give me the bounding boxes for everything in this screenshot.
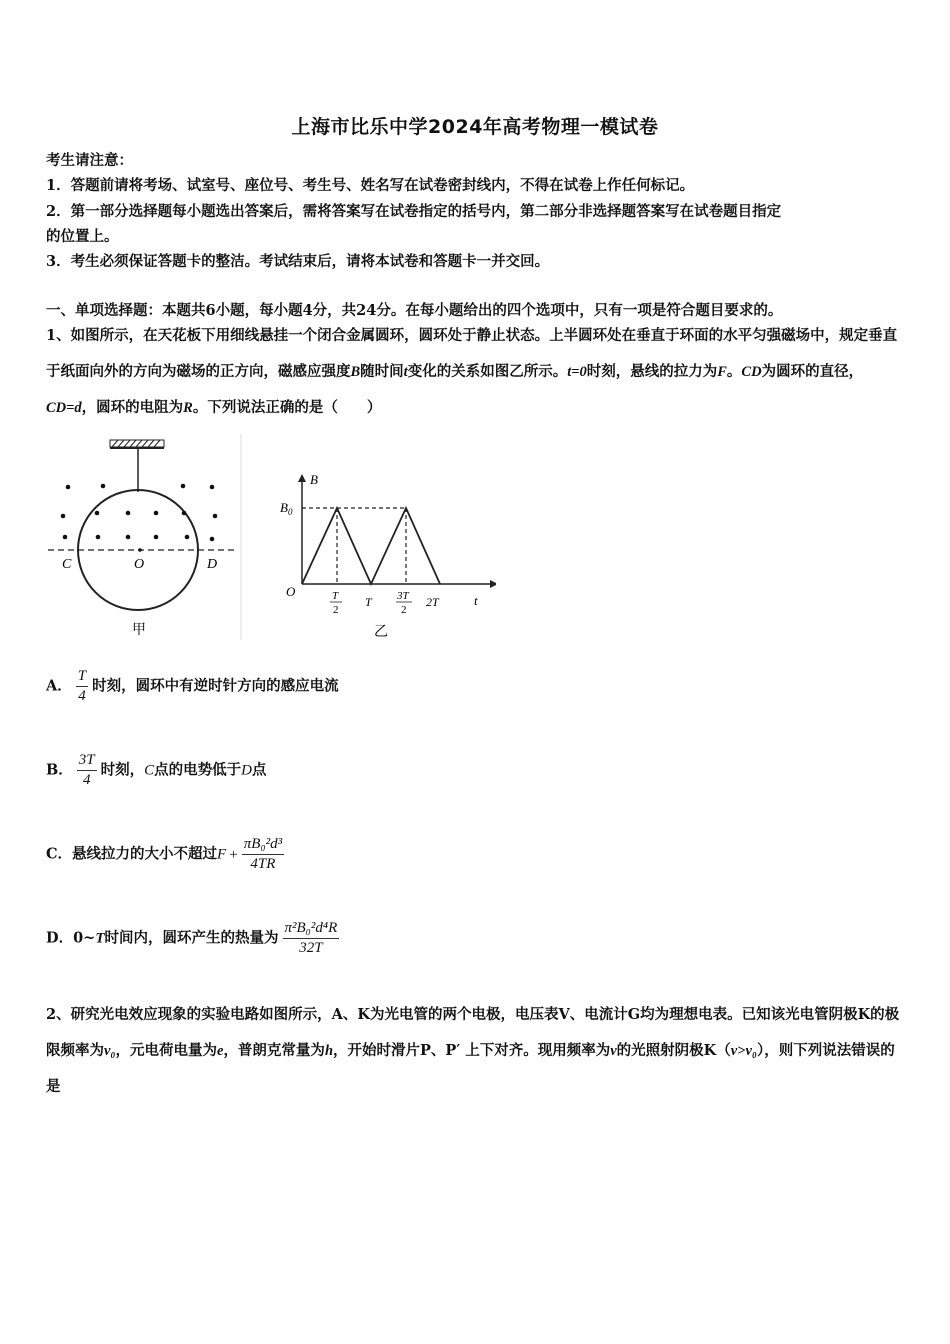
notice-item-2: 2．第一部分选择题每小题选出答案后，需将答案写在试卷指定的括号内，第二部分非选择题答案写在试卷题目指定 [46,203,782,220]
notice-heading: 考生请注意： [46,152,133,169]
label-O: O [134,557,145,572]
b-t-graph-line [302,508,440,584]
tick-2T: 2T [426,595,439,609]
tick-T: T [365,595,372,609]
y-axis-arrow-icon [298,474,306,482]
origin-label: O [286,584,296,599]
tick-3T-half-num: 3T [397,590,409,602]
figure-jia-caption: 甲 [132,623,146,638]
tick-B0: $B_0$ [280,500,293,517]
figure-yi-caption: 乙 [374,625,388,640]
notice-item-2-cont: 的位置上。 [46,228,119,245]
label-C: C [62,557,72,572]
notice-item-3: 3．考生必须保证答题卡的整洁。考试结束后，请将本试卷和答题卡一并交回。 [46,253,550,270]
tick-T-half-den: 2 [333,604,339,616]
section1-heading: 一、单项选择题：本题共6小题，每小题4分，共24分。在每小题给出的四个选项中，只有一项是符合题目要求的。 [46,302,783,319]
x-axis-arrow-icon [490,580,496,588]
page-title: 上海市比乐中学2024年高考物理一模试卷 [291,116,659,138]
tick-3T-half-den: 2 [401,604,407,616]
q1-stem: 1、如图所示，在天花板下用细线悬挂一个闭合金属圆环，圆环处于静止状态。上半圆环处在垂直于环面的水平匀强磁场中，规定垂直于纸面向外的方向为磁场的正方向，磁感应强度B随时间t变化的关系如图乙所示。t=0时刻，悬线的拉力为F。CD为圆环的直径，CD=d，圆环的电阻为R。下列说法正确的是（ ） [46,327,898,416]
notice-item-1: 1．答题前请将考场、试室号、座位号、考生号、姓名写在试卷密封线内，不得在试卷上作任何标记。 [46,177,695,194]
q1-option-a: A． $\frac{T}{4}$ 时刻，圆环中有逆时针方向的感应电流 [46,668,339,704]
q2-stem: 2、研究光电效应现象的实验电路如图所示，A、K为光电管的两个电极，电压表V、电流计G均为理想电表。已知该光电管阴极K的极限频率为v₀，元电荷电量为e，普朗克常量为h，开始时滑片P、P′ 上下对齐。现用频率为v的光照射阴极K（v>v₀），则下列说法错误的是 [46,1006,900,1095]
figure-yi [276,472,496,642]
figure-jia [44,434,244,640]
axis-label-B: B [310,472,318,487]
q1-option-d: D．0~T时间内，圆环产生的热量为 $\frac{\text{π²B₀²d⁴R}}{32T}$ [46,920,338,956]
axis-label-t: t [474,593,478,608]
tick-T-half-num: T [332,590,339,602]
q1-option-c: C．悬线拉力的大小不超过F + $\frac{\text{πB₀²d³}}{4TR}$ [46,836,283,872]
q1-option-b: B． $\frac{3T}{4}$ 时刻，C点的电势低于D点 [46,752,267,788]
label-D: D [207,557,218,572]
